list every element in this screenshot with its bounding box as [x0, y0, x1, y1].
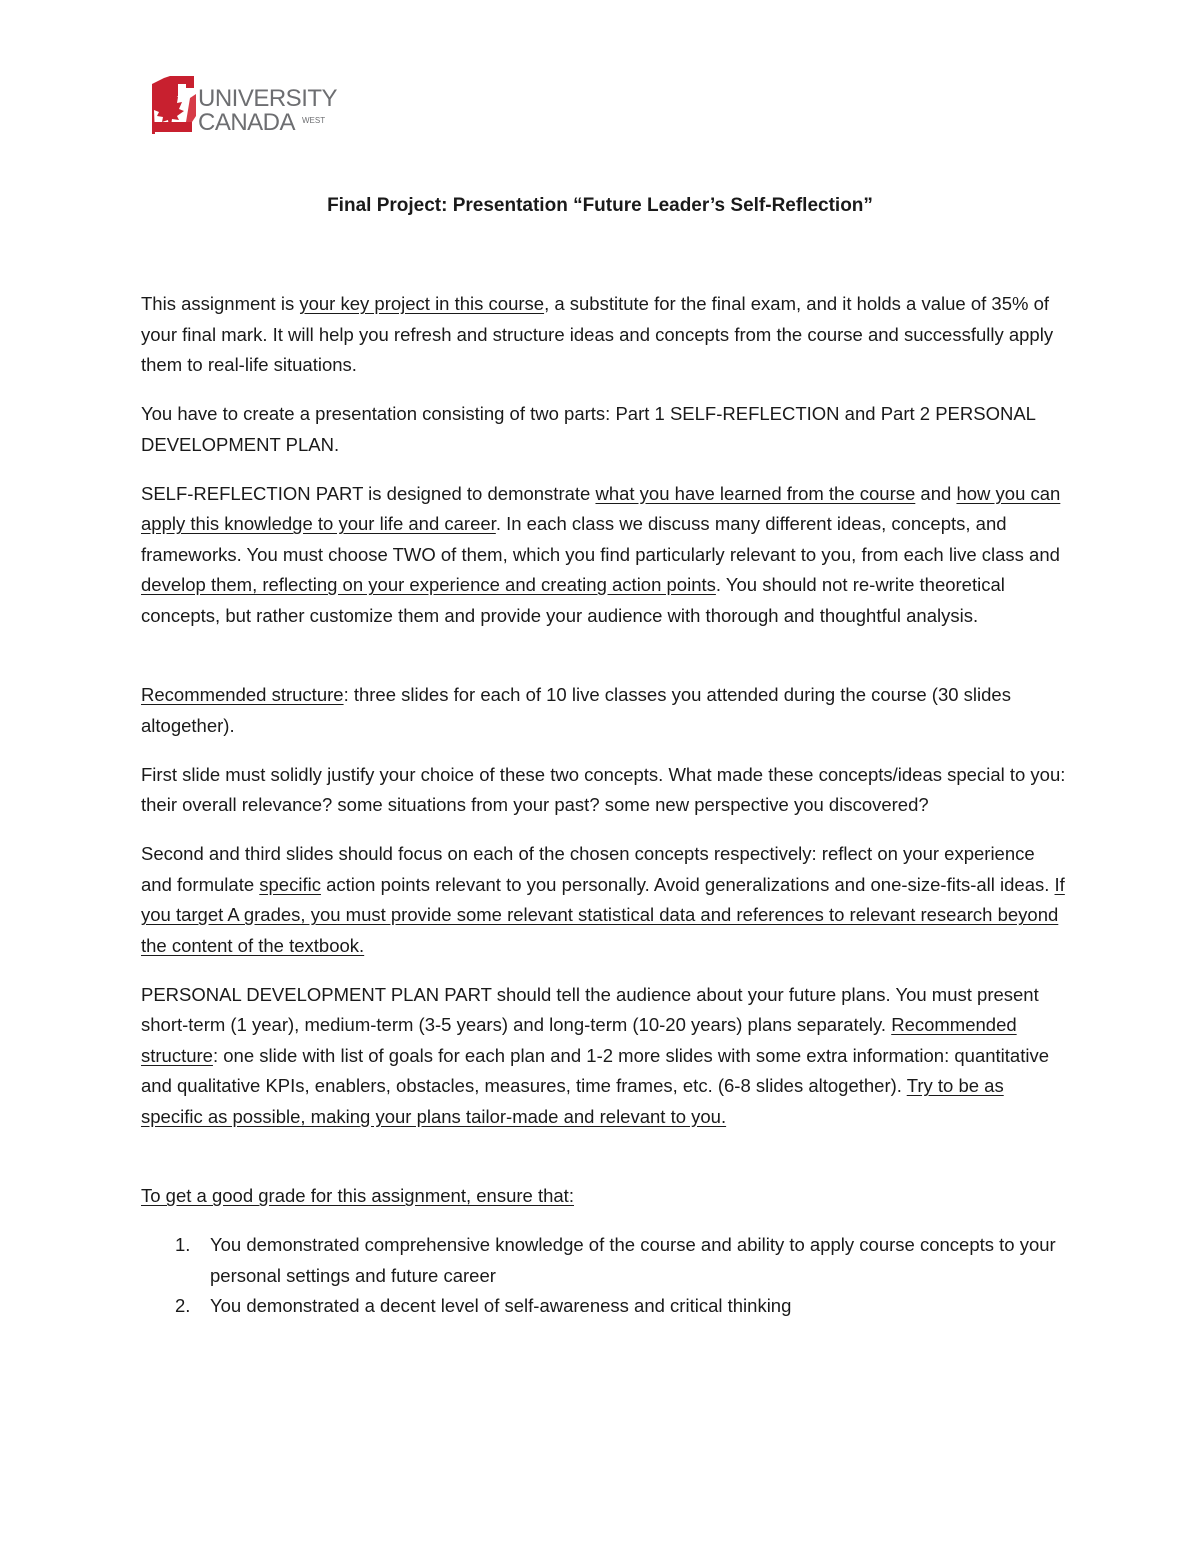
text-span: and	[915, 482, 957, 504]
text-span: action points relevant to you personally. Avoid generalizations and one-size-fits-all ideas.	[320, 873, 1055, 895]
text-span: PERSONAL DEVELOPMENT PLAN PART should tell the audience about your future plans. You must present short-term (1 year), medium-term (3-5 years) and long-term (10-20 years) plans separately.	[141, 983, 1039, 1035]
intro-paragraph	[141, 289, 1066, 381]
text-span: Second and third slides should focus on each of the chosen concepts respectively: reflect on your experience and formulate	[141, 843, 1035, 895]
development-plan-paragraph	[141, 980, 1066, 1133]
recommended-structure-paragraph	[141, 680, 1066, 741]
logo-line1: UNIVERSITY	[198, 85, 338, 112]
parts-paragraph: You have to create a presentation consisting of two parts: Part 1 SELF-REFLECTION and Part 2 PERSONAL DEVELOPMENT PLAN.	[141, 403, 1036, 455]
self-reflection-paragraph	[141, 479, 1066, 632]
list-item-text: You demonstrated a decent level of self-awareness and critical thinking	[210, 1295, 792, 1316]
criteria-list	[141, 1230, 1066, 1322]
text-span: : one slide with list of goals for each plan and 1-2 more slides with some extra information: quantitative and qualitative KPIs, enablers, obstacles, measures, time frames, etc. (6-8 slides altogether).	[141, 1044, 1049, 1096]
list-number: 2.	[175, 1295, 191, 1316]
text-span: : three slides for each of 10 live classes you attended during the course (30 slides altogether).	[141, 684, 1011, 736]
logo-line2: CANADA	[198, 109, 296, 134]
text-span: This assignment is	[141, 293, 300, 314]
underlined-text: Recommended structure	[141, 684, 344, 705]
list-item	[141, 1230, 1066, 1291]
underlined-text: specific	[259, 873, 321, 895]
underlined-text: If you target A grades, you must provide some relevant statistical data and references to relevant research beyond the content of the textbook.	[141, 873, 1065, 956]
underlined-text: your key project in this course	[299, 293, 545, 314]
page-title: Final Project: Presentation “Future Leader’s Self-Reflection”	[327, 195, 873, 216]
text-span: . You should not re-write theoretical concepts, but rather customize them and provide your audience with thorough and thoughtful analysis.	[141, 574, 1005, 626]
text-span: , a substitute for the final exam, and it holds a value of 35% of your final mark. It will help you refresh and structure ideas and concepts from the course and successfully apply them to real-life situations.	[141, 293, 1054, 375]
underlined-text: what you have learned from the course	[595, 482, 916, 504]
first-slide-paragraph: First slide must solidly justify your choice of these two concepts. What made these concepts/ideas special to you: their overall relevance? some situations from your past? some new perspective you discovered?	[141, 763, 1066, 815]
list-number: 1.	[175, 1234, 191, 1255]
underlined-text: Recommended structure	[141, 1014, 1017, 1066]
logo-graphic	[150, 76, 350, 134]
grade-heading: To get a good grade for this assignment, ensure that:	[141, 1185, 574, 1206]
underlined-text: Try to be as specific as possible, making your plans tailor-made and relevant to you.	[141, 1075, 1004, 1127]
underlined-text: develop them, reflecting on your experience and creating action points	[141, 574, 716, 595]
logo-line3: WEST	[302, 116, 326, 125]
underlined-text: how you can apply this knowledge to your life and career	[141, 482, 1061, 534]
text-span: SELF-REFLECTION PART is designed to demonstrate	[141, 482, 596, 504]
list-item	[141, 1291, 1066, 1322]
university-canada-west-logo	[150, 76, 350, 134]
list-item-text: You demonstrated comprehensive knowledge of the course and ability to apply course concepts to your personal settings and future career	[210, 1234, 1056, 1286]
document-body	[141, 289, 1066, 1322]
second-third-slides-paragraph	[141, 839, 1066, 961]
text-span: . In each class we discuss many different ideas, concepts, and frameworks. You must choose TWO of them, which you find particularly relevant to you, from each live class and	[141, 513, 1060, 565]
